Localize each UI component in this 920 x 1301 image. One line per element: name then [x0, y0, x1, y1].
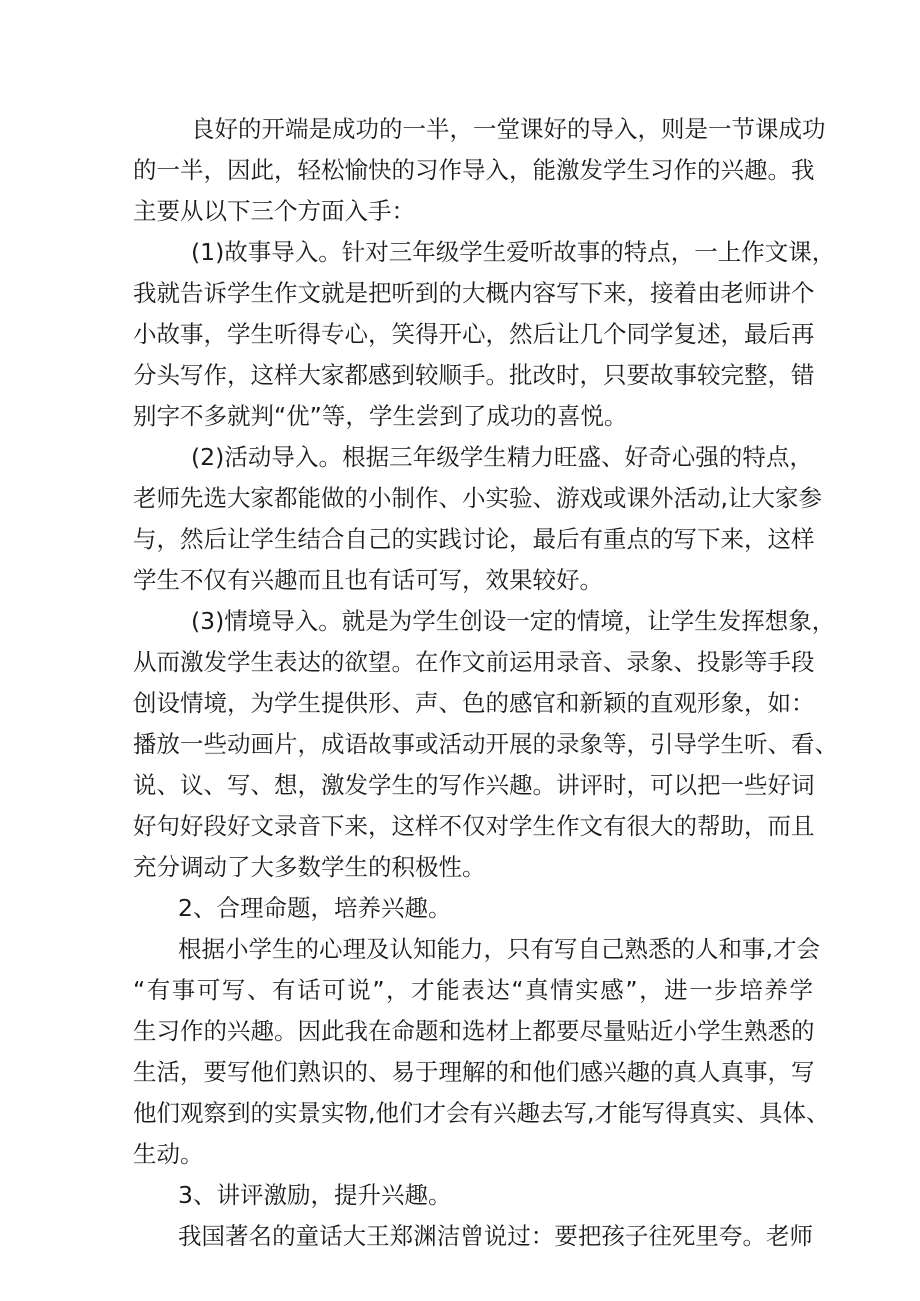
paragraph-line: “有事可写、有话可说”，才能表达“真情实感”，进一步培养学 [133, 976, 813, 1004]
paragraph-line: 学生不仅有兴趣而且也有话可写，效果较好。 [133, 566, 603, 594]
paragraph-line: 别字不多就判“优”等，学生尝到了成功的喜悦。 [133, 402, 628, 430]
paragraph-line: 生习作的兴趣。因此我在命题和选材上都要尽量贴近小学生熟悉的 [133, 1017, 815, 1045]
paragraph-line: (2)活动导入。根据三年级学生精力旺盛、好奇心强的特点， [191, 443, 813, 471]
paragraph-line: 生动。 [133, 1140, 204, 1168]
section-heading: 3、讲评激励，提升兴趣。 [178, 1181, 452, 1209]
paragraph-line: 我国著名的童话大王郑渊洁曾说过：要把孩子往死里夸。老师 [178, 1222, 813, 1250]
paragraph-line: 与，然后让学生结合自己的实践讨论，最后有重点的写下来，这样 [133, 525, 815, 553]
paragraph-line: (3)情境导入。就是为学生创设一定的情境，让学生发挥想象， [191, 607, 836, 635]
paragraph-line: 他们观察到的实景实物,他们才会有兴趣去写,才能写得真实、具体、 [133, 1099, 830, 1127]
paragraph-line: 说、议、写、想，激发学生的写作兴趣。讲评时，可以把一些好词 [133, 771, 815, 799]
paragraph-line: 良好的开端是成功的一半，一堂课好的导入，则是一节课成功 [191, 115, 826, 143]
paragraph-line: 小故事，学生听得专心，笑得开心，然后让几个同学复述，最后再 [133, 320, 815, 348]
paragraph-line: 分头写作，这样大家都感到较顺手。批改时，只要故事较完整，错 [133, 361, 815, 389]
paragraph-line: (1)故事导入。针对三年级学生爱听故事的特点，一上作文课， [191, 238, 836, 266]
paragraph-line: 的一半，因此，轻松愉快的习作导入，能激发学生习作的兴趣。我 [133, 156, 815, 184]
paragraph-line: 从而激发学生表达的欲望。在作文前运用录音、录象、投影等手段 [133, 648, 815, 676]
paragraph-line: 主要从以下三个方面入手： [133, 197, 415, 225]
paragraph-line: 播放一些动画片，成语故事或活动开展的录象等，引导学生听、看、 [133, 730, 838, 758]
paragraph-line: 我就告诉学生作文就是把听到的大概内容写下来，接着由老师讲个 [133, 279, 815, 307]
paragraph-line: 老师先选大家都能做的小制作、小实验、游戏或课外活动,让大家参 [133, 484, 822, 512]
paragraph-line: 好句好段好文录音下来，这样不仅对学生作文有很大的帮助，而且 [133, 812, 815, 840]
paragraph-line: 根据小学生的心理及认知能力，只有写自己熟悉的人和事,才会 [178, 935, 820, 963]
paragraph-line: 充分调动了大多数学生的积极性。 [133, 853, 486, 881]
paragraph-line: 创设情境，为学生提供形、声、色的感官和新颖的直观形象，如： [133, 689, 815, 717]
paragraph-line: 生活，要写他们熟识的、易于理解的和他们感兴趣的真人真事，写 [133, 1058, 815, 1086]
section-heading: 2、合理命题，培养兴趣。 [178, 894, 452, 922]
